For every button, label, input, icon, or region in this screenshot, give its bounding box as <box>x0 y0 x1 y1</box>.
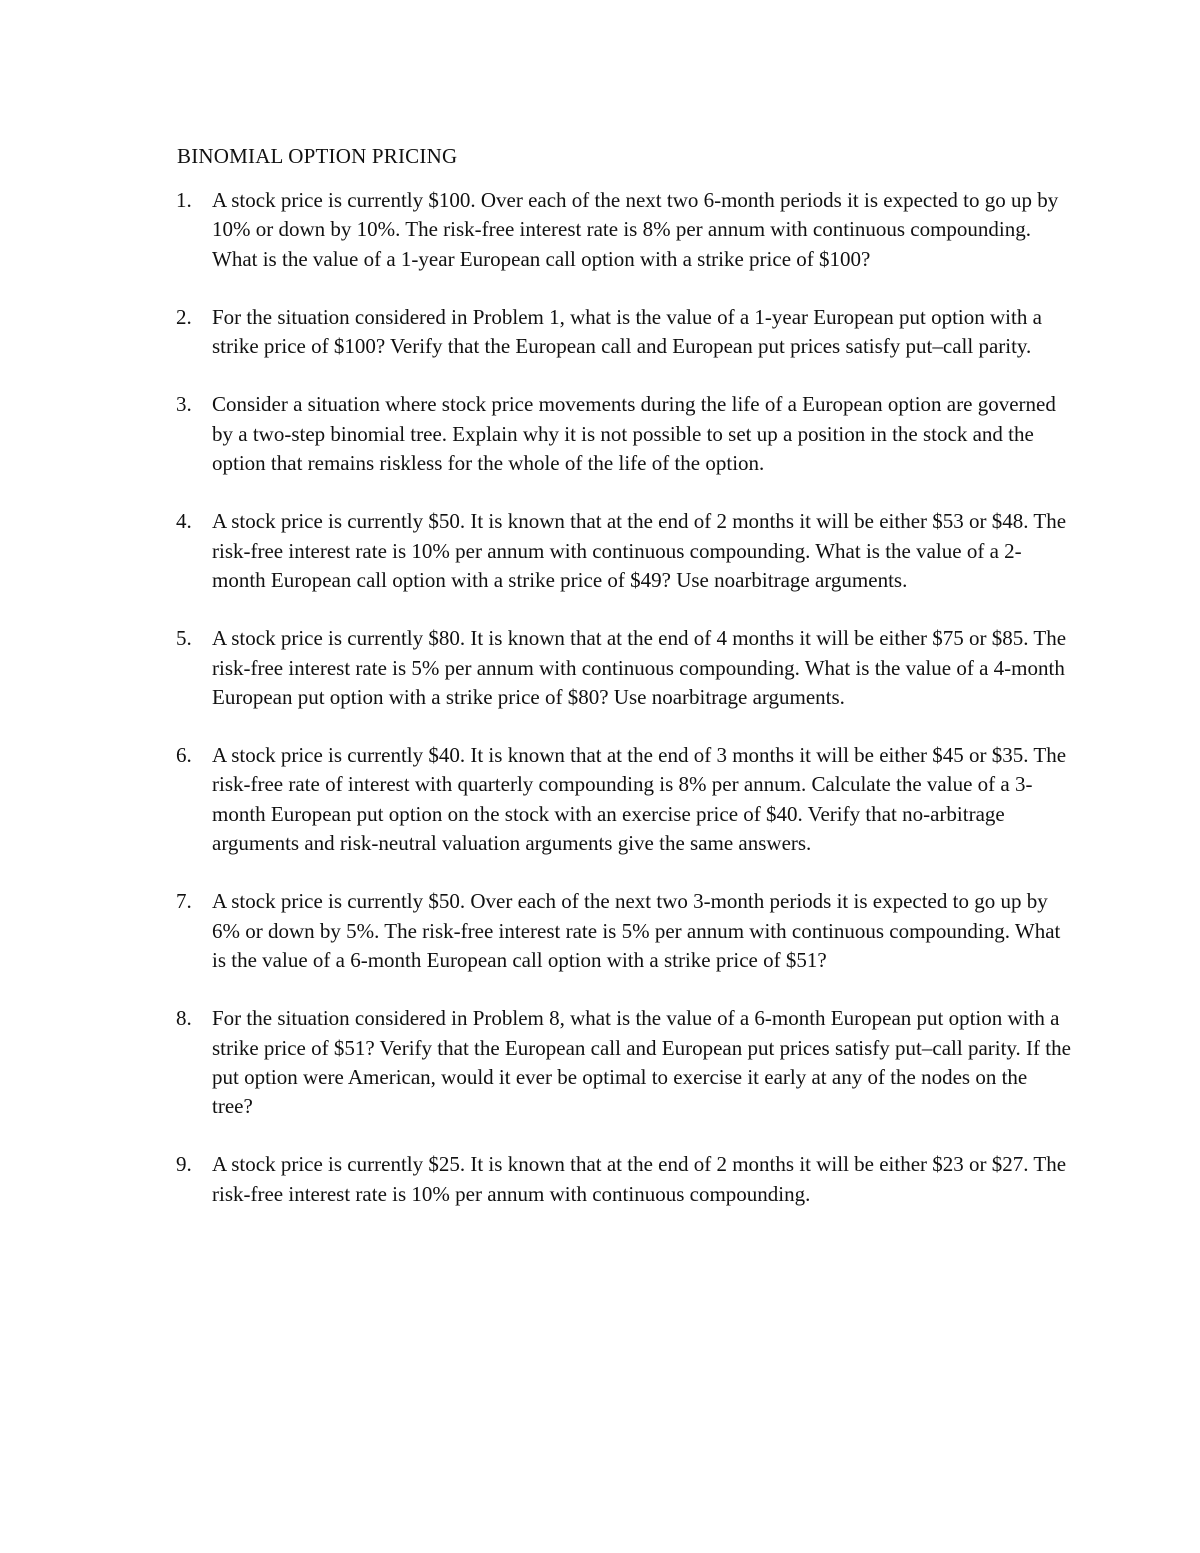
problem-item <box>0 390 1200 478</box>
problem-number: 5. <box>176 626 192 651</box>
problem-number: 2. <box>176 304 192 329</box>
problem-item <box>0 303 1200 362</box>
problem-item <box>0 1004 1200 1121</box>
problem-text: A stock price is currently $50. Over each of the next two 3-month periods it is expected to go up by 6% or down by 5%. The risk-free interest rate is 5% per annum with continuous compounding. What is the value of a 6-month European call option with a strike price of $51? <box>212 889 1061 972</box>
problem-item <box>0 741 1200 858</box>
problem-text: A stock price is currently $50. It is known that at the end of 2 months it will be either $53 or $48. The risk-free interest rate is 10% per annum with continuous compounding. What is the value of a 2-month European call option with a strike price of $49? Use noarbitrage arguments. <box>212 509 1067 592</box>
problem-text: A stock price is currently $80. It is known that at the end of 4 months it will be either $75 or $85. The risk-free interest rate is 5% per annum with continuous compounding. What is the value of a 4-month European put option with a strike price of $80? Use noarbitrage arguments. <box>212 626 1067 709</box>
document-title: BINOMIAL OPTION PRICING <box>177 144 458 168</box>
problem-text: A stock price is currently $100. Over each of the next two 6-month periods it is expected to go up by 10% or down by 10%. The risk-free interest rate is 8% per annum with continuous compounding. What is the value of a 1-year European call option with a strike price of $100? <box>212 188 1059 271</box>
problem-text: A stock price is currently $25. It is known that at the end of 2 months it will be either $23 or $27. The risk-free interest rate is 10% per annum with continuous compounding. <box>212 1152 1067 1206</box>
problem-item <box>0 1150 1200 1209</box>
problem-text: For the situation considered in Problem 1, what is the value of a 1-year European put option with a strike price of $100? Verify that the European call and European put prices satisfy put–call parity. <box>212 304 1042 359</box>
problem-number: 9. <box>176 1152 192 1177</box>
problem-number: 4. <box>176 509 192 534</box>
problem-text: Consider a situation where stock price movements during the life of a European option are governed by a two-step binomial tree. Explain why it is not possible to set up a position in the stock and the option that remains riskless for the whole of the life of the option. <box>212 392 1056 476</box>
problem-list <box>0 186 1200 1238</box>
problem-number: 1. <box>176 188 192 212</box>
problem-text: A stock price is currently $40. It is known that at the end of 3 months it will be either $45 or $35. The risk-free rate of interest with quarterly compounding is 8% per annum. Calculate the value of a 3-month European put option on the stock with an exercise price of $40. Verify that no-arbitrage arguments and risk-neutral valuation arguments give the same answers. <box>212 743 1067 856</box>
problem-item <box>0 887 1200 975</box>
problem-text: For the situation considered in Problem 8, what is the value of a 6-month European put option with a strike price of $51? Verify that the European call and European put prices satisfy put–call parity. If the put option were American, would it ever be optimal to exercise it early at any of the nodes on the tree? <box>212 1006 1071 1119</box>
problem-number: 6. <box>176 743 192 768</box>
problem-number: 3. <box>176 392 192 417</box>
problem-item <box>0 507 1200 595</box>
problem-number: 8. <box>176 1006 192 1031</box>
problem-number: 7. <box>176 889 192 914</box>
problem-item <box>0 186 1200 274</box>
problem-item <box>0 624 1200 712</box>
